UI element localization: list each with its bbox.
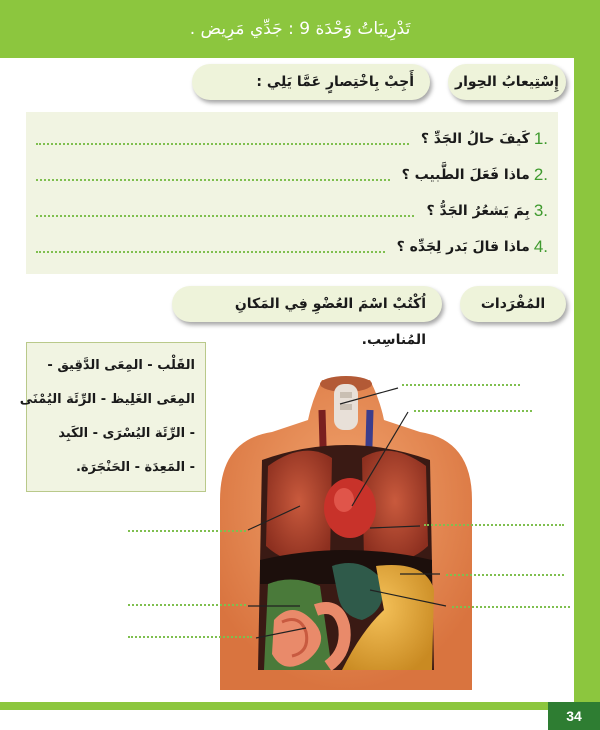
label-answer-field[interactable] [452,606,570,608]
question-text: ماذا قالَ بَدر لِجَدِّه ؟ [396,239,530,255]
page-number: 34 [548,702,600,730]
footer-bar [0,702,548,710]
question-item [36,126,548,152]
question-item [36,198,548,224]
question-number: 4. [533,237,548,256]
question-text: ماذا فَعَلَ الطَّبيب ؟ [401,167,530,183]
answer-field[interactable] [36,179,390,181]
label-answer-field[interactable] [424,524,564,526]
question-number: 3. [533,201,548,220]
question-text: كَيفَ حالُ الجَدِّ ؟ [420,131,530,147]
section-label-vocabulary: المُفْرَدات [460,286,566,322]
question-number: 2. [533,165,548,184]
page-title: تَدْرِيبَاتُ وَحْدَة 9 : جَدِّي مَرِيض . [189,19,411,39]
answer-field[interactable] [36,215,414,217]
question-item [36,162,548,188]
word-bank [19,342,206,492]
word-bank-line: المِعَى الغَلِيظ - الرِّئَة اليُمْنَى [19,392,195,407]
label-answer-field[interactable] [128,530,246,532]
right-lung [266,451,332,563]
side-frame-strip [574,58,600,702]
anatomy-torso-illustration [212,370,480,696]
label-answer-field[interactable] [128,636,252,638]
question-item [36,234,548,260]
instruction-comprehension: أَجِبْ بِاخْتِصارٍ عَمَّا يَلِي : [192,64,430,100]
questions-panel [26,112,558,274]
label-answer-field[interactable] [414,410,532,412]
word-bank-line: - الرِّئَة اليُسْرَى - الكَبِد [58,426,195,441]
label-answer-field[interactable] [402,384,520,386]
question-text: بِمَ يَشعُرُ الجَدُّ ؟ [426,203,530,219]
answer-field[interactable] [36,251,385,253]
answer-field[interactable] [36,143,409,145]
label-answer-field[interactable] [446,574,564,576]
word-bank-line: القَلْب - المِعَى الدَّقِيق - [47,358,195,373]
instruction-vocabulary: اُكْتُبْ اسْمَ العُضْوِ فِي المَكانِ المُناسِب. [172,286,442,322]
word-bank-line: - المَعِدَة - الحَنْجَرَة. [75,460,195,475]
section-label-comprehension: إِسْتِيعابُ الحِوار [448,64,566,100]
question-number: 1. [533,129,548,148]
label-answer-field[interactable] [128,604,246,606]
